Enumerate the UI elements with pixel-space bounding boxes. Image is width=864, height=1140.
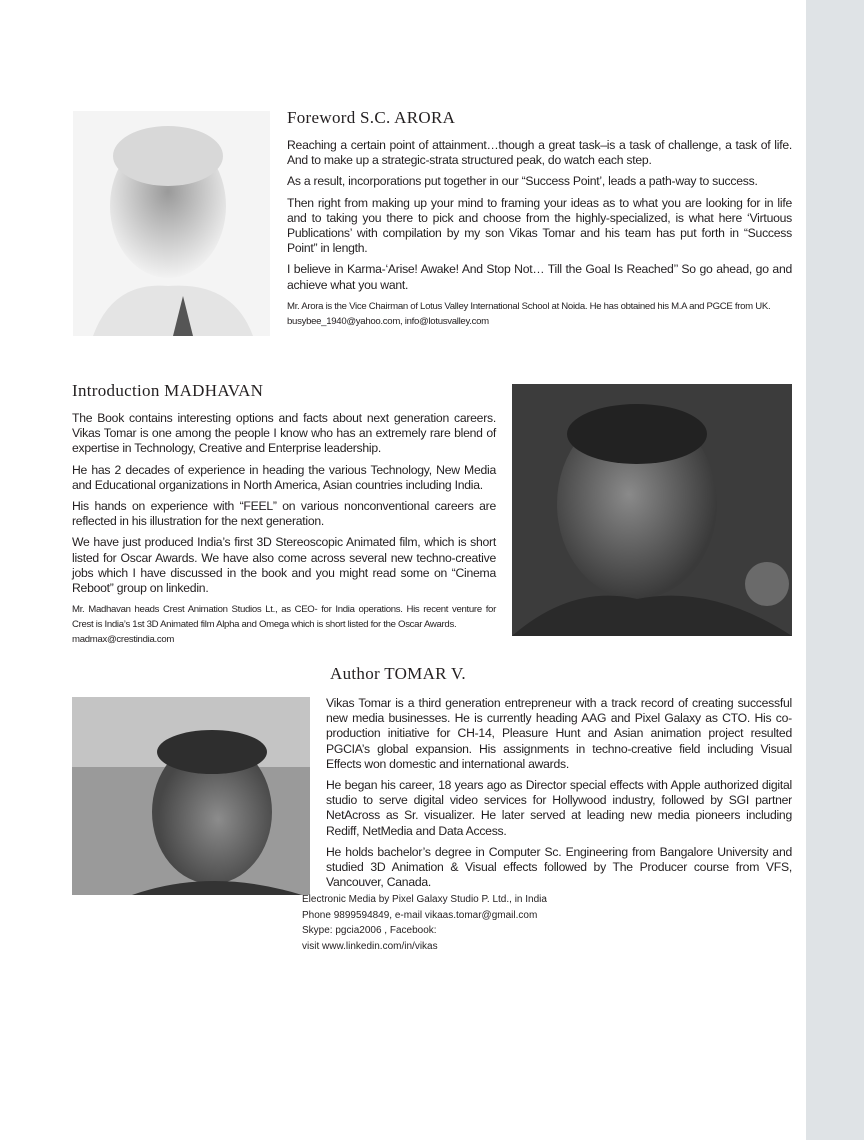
introduction-paragraph: He has 2 decades of experience in heading the various Technology, New Media and Educational organizations in North America, Asian countries including India. <box>72 462 496 492</box>
foreword-paragraph: Reaching a certain point of attainment…though a great task–is a task of challenge, a task of life. And to make up a strategic-strata structured peak, do watch each step. <box>287 138 792 168</box>
foreword-paragraph: As a result, incorporations put together in our “Success Point’, leads a path-way to success. <box>287 174 758 189</box>
author-title: Author TOMAR V. <box>330 664 466 683</box>
author-section <box>326 664 792 896</box>
photo-madhavan <box>512 384 792 636</box>
contact-line: Electronic Media by Pixel Galaxy Studio P. Ltd., in India <box>302 894 547 905</box>
contact-line: Phone 9899594849, e-mail vikaas.tomar@gmail.com <box>302 909 538 921</box>
contact-line: visit www.linkedin.com/in/vikas <box>302 940 438 952</box>
foreword-title: Foreword S.C. ARORA <box>287 108 456 127</box>
author-paragraph: He holds bachelor’s degree in Computer Sc. Engineering from Bangalore University and studied 3D Animation & Visual effects followed by The Producer course from VFS, Vancouver, Canada. <box>326 844 792 890</box>
side-strip <box>806 0 864 1140</box>
foreword-contact: busybee_1940@yahoo.com, info@lotusvalley.com <box>287 315 489 327</box>
photo-arora <box>73 111 270 336</box>
introduction-section <box>72 381 496 647</box>
introduction-title: Introduction MADHAVAN <box>72 381 264 400</box>
introduction-paragraph: His hands on experience with “FEEL” on various nonconventional careers are reflected in his illustration for the next generation. <box>72 499 496 529</box>
author-contact <box>302 892 547 954</box>
foreword-section <box>287 108 792 329</box>
author-paragraph: Vikas Tomar is a third generation entrepreneur with a track record of creating successful new media businesses. He is currently heading AAG and Pixel Galaxy as CTO. His co-production initiative for CH-14, Pleasure Hunt and Asian animation project resulted PGCIA’s global expansion. His assignments in techno-creative field including Visual Effects won domestic and international awards. <box>326 696 792 771</box>
introduction-contact: madmax@crestindia.com <box>72 634 175 646</box>
foreword-paragraph: Then right from making up your mind to framing your ideas as to what you are looking for in life and to taking you there to pick and choose from the highly-specialized, is what here ‘Virtuous Publications’ with compilation by my son Vikas Tomar and his team has put forth in “Success Point” in length. <box>287 195 792 256</box>
photo-tomar <box>72 697 310 895</box>
introduction-note: Mr. Madhavan heads Crest Animation Studios Lt., as CEO- for India operations. His recent venture for Crest is India’s 1st 3D Animated film Alpha and Omega which is short listed for the Oscar Awards. <box>72 604 496 631</box>
foreword-paragraph: I believe in Karma-‘Arise! Awake! And Stop Not… Till the Goal Is Reached’’ So go ahead, go and achieve what you want. <box>287 262 792 292</box>
introduction-paragraph: The Book contains interesting options and facts about next generation careers. Vikas Tomar is one among the people I know who has an extremely rare blend of expertise in Technology, Creative and Enterprise leadership. <box>72 411 496 456</box>
contact-line: Skype: pgcia2006 , Facebook: <box>302 925 437 936</box>
foreword-note: Mr. Arora is the Vice Chairman of Lotus Valley International School at Noida. He has obtained his M.A and PGCE from UK. <box>287 300 771 312</box>
introduction-paragraph: We have just produced India’s first 3D Stereoscopic Animated film, which is short listed for Oscar Awards. We have also come across several new techno-creative jobs which I have discussed in the book and you might read some on “Cinema Reboot” group on linkedin. <box>72 535 496 596</box>
author-paragraph: He began his career, 18 years ago as Director special effects with Apple authorized digital studio to serve digital video services for Hollywood industry, followed by SGI partner NetAcross as Sr. visualizer. He later served at leading new media pioneers including Rediff, NetMedia and Data Access. <box>326 778 792 838</box>
